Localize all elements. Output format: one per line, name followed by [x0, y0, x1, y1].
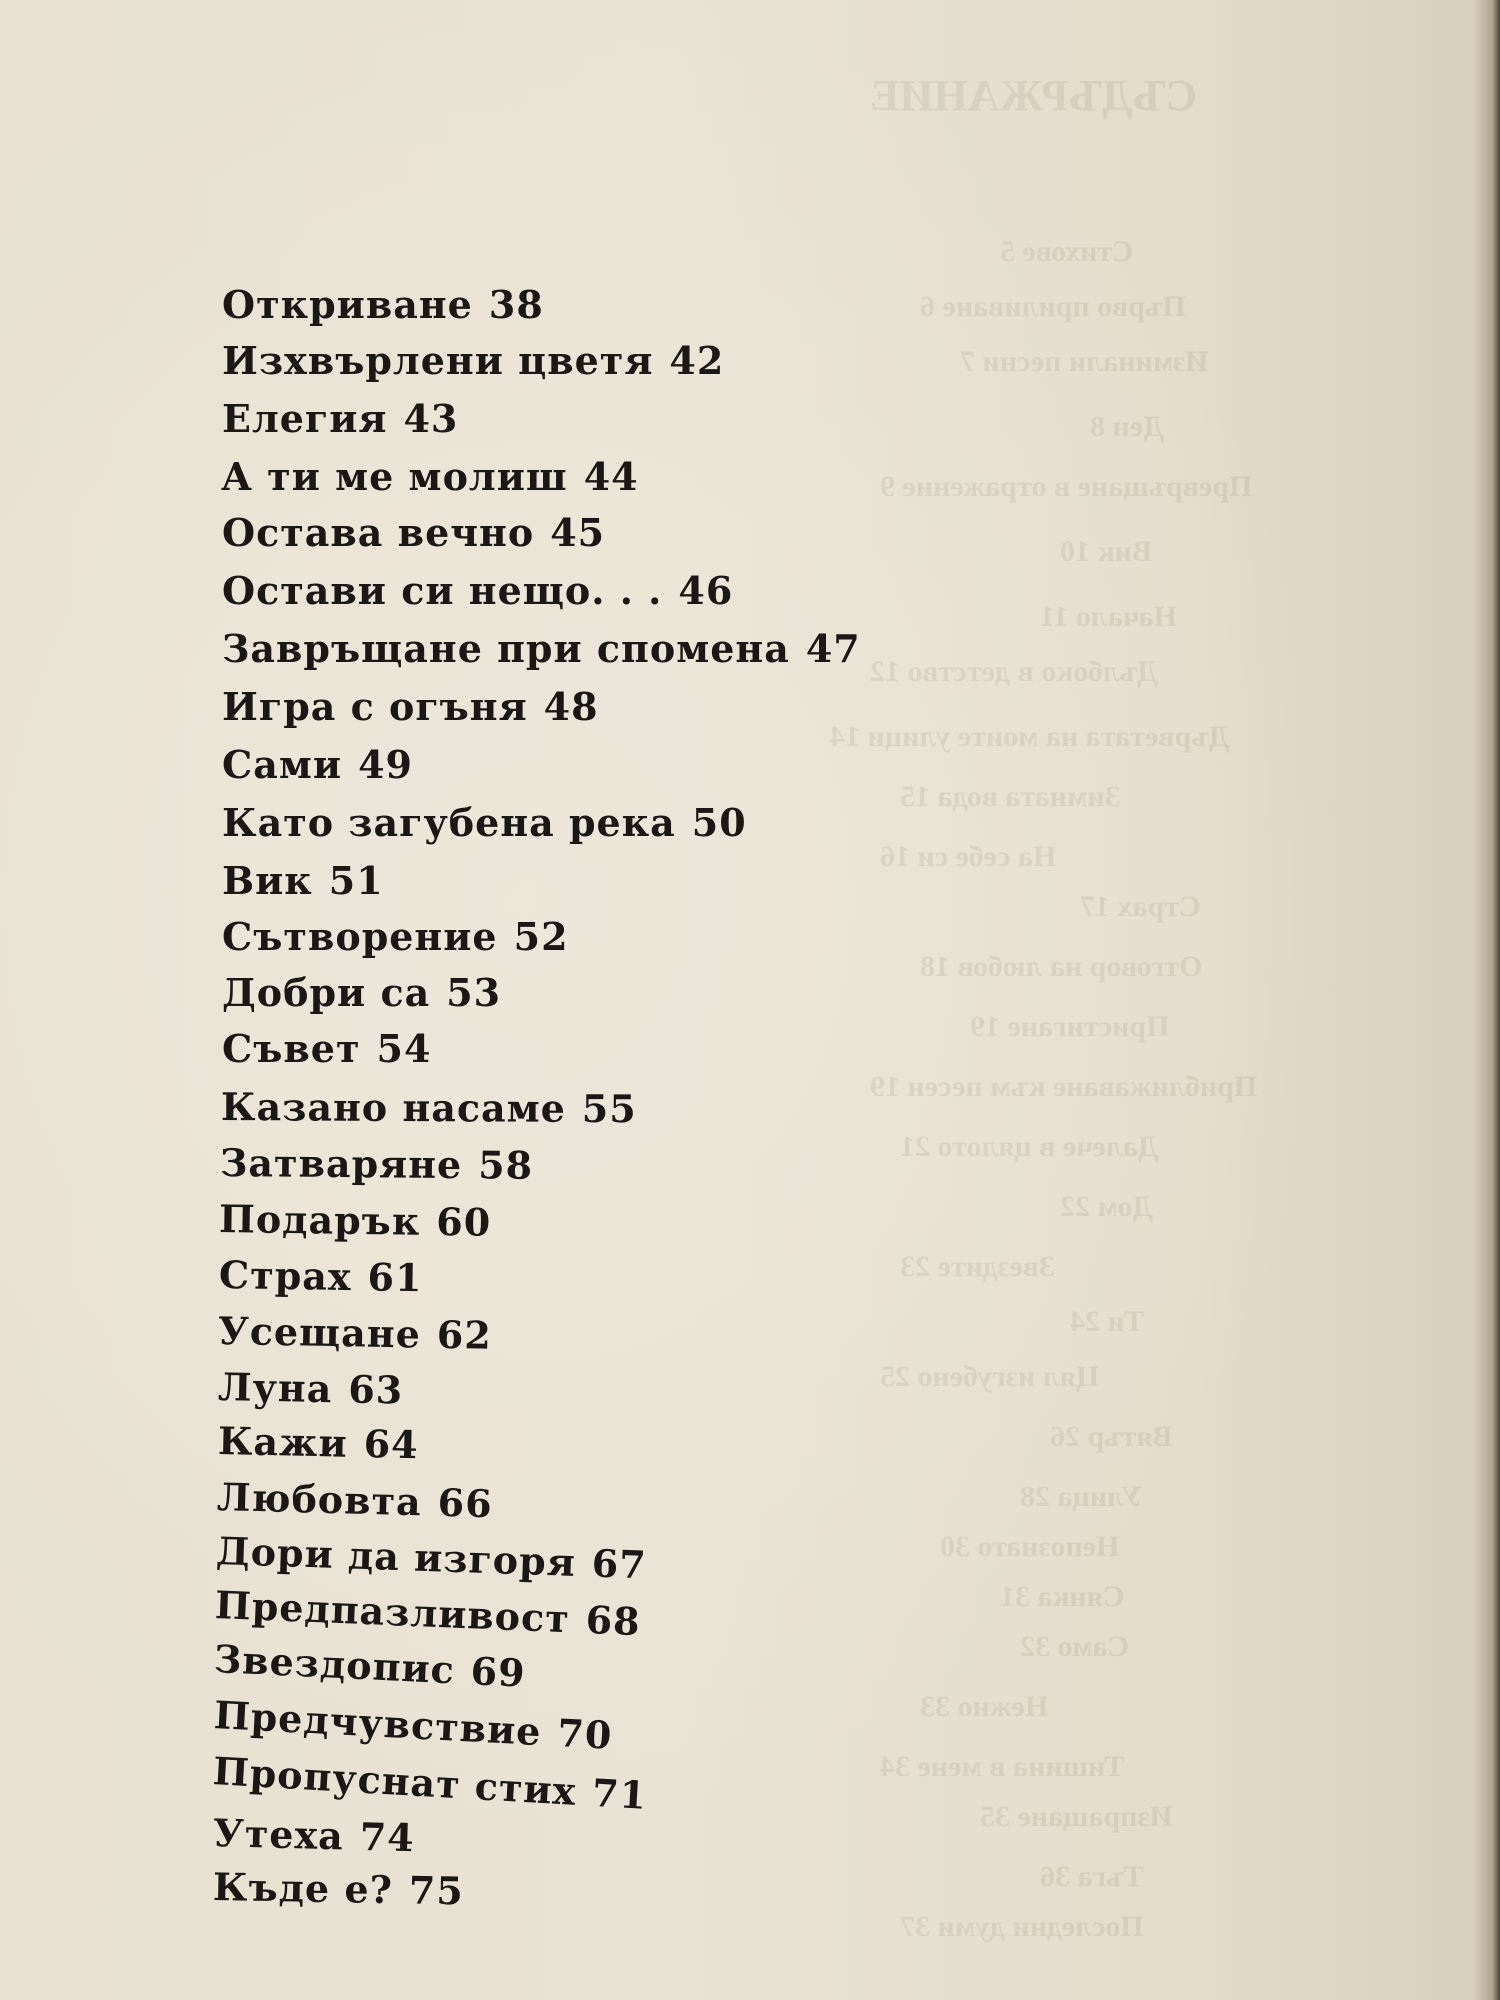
toc-entry-page-number: 66: [437, 1479, 494, 1527]
toc-entry-page-number: 55: [581, 1085, 637, 1132]
toc-entry-title: Сами: [222, 742, 343, 787]
toc-entry-title: Утеха: [212, 1810, 345, 1859]
toc-entry-page-number: 50: [691, 800, 747, 845]
toc-entry-title: Предчувствие: [212, 1692, 543, 1755]
toc-entry-title: Съвет: [222, 1026, 361, 1071]
toc-entry-title: А ти ме молиш: [221, 454, 568, 499]
toc-entry-page-number: 68: [584, 1596, 642, 1645]
toc-entry-page-number: 48: [543, 684, 599, 729]
toc-entry-title: Добри са: [222, 970, 431, 1015]
toc-entry: [215, 1528, 648, 1588]
toc-entry: [222, 858, 384, 903]
toc-entry: [217, 1308, 493, 1358]
toc-entry-title: Подарък: [218, 1196, 421, 1244]
toc-entry: [217, 1418, 420, 1468]
toc-entry: [212, 1810, 416, 1861]
toc-entry-page-number: 67: [591, 1540, 648, 1588]
toc-entry-title: Вик: [222, 858, 313, 903]
toc-entry: [222, 800, 747, 845]
toc-entry: [217, 1364, 404, 1413]
toc-entry-title: Изхвърлени цветя: [222, 338, 654, 383]
toc-entry-title: Звездопис: [212, 1636, 456, 1693]
toc-entry-page-number: 49: [358, 742, 413, 787]
toc-entry-title: Игра с огъня: [222, 684, 528, 729]
toc-entry-title: Затваряне: [219, 1140, 463, 1188]
toc-entry-page-number: 58: [478, 1142, 534, 1188]
toc-entry: [222, 684, 599, 729]
toc-entry-title: Любовта: [216, 1474, 423, 1525]
toc-entry-page-number: 54: [376, 1026, 432, 1071]
toc-entry: [222, 626, 861, 671]
toc-entry-page-number: 74: [359, 1813, 416, 1861]
toc-entry-page-number: 44: [583, 454, 639, 499]
toc-entry-page-number: 43: [403, 396, 459, 441]
toc-entry: [222, 282, 544, 327]
toc-entry-page-number: 53: [446, 970, 502, 1015]
toc-entry: [212, 1864, 465, 1914]
toc-entry-title: Кажи: [217, 1418, 349, 1466]
toc-entry: [218, 1252, 423, 1301]
toc-entry-page-number: 64: [363, 1421, 420, 1468]
toc-entry-title: Елегия: [222, 396, 388, 441]
toc-entry-title: Къде е?: [212, 1864, 394, 1913]
toc-entry-page-number: 52: [513, 914, 569, 959]
toc-entry-page-number: 38: [488, 282, 544, 327]
toc-entry-page-number: 62: [436, 1311, 493, 1358]
toc-entry-title: Откриване: [222, 282, 473, 327]
toc-entry: [214, 1582, 642, 1645]
toc-entry-page-number: 45: [550, 510, 606, 555]
toc-entry-page-number: 61: [367, 1254, 423, 1301]
toc-entry-page-number: 71: [590, 1769, 649, 1818]
toc-entry: [222, 568, 734, 613]
toc-entry-page-number: 60: [436, 1199, 492, 1245]
toc-entry: [216, 1474, 494, 1527]
toc-entry: [222, 970, 502, 1015]
toc-entry-page-number: 75: [408, 1867, 465, 1914]
toc-entry: [222, 338, 725, 383]
toc-entry-title: Предпазливост: [214, 1582, 571, 1642]
toc-entry-page-number: 70: [556, 1710, 614, 1758]
toc-entry: [212, 1692, 614, 1758]
toc-entry-title: Луна: [217, 1364, 333, 1412]
toc-entry: [222, 914, 569, 959]
toc-entry-page-number: 63: [347, 1366, 404, 1413]
toc-entry-title: Като загубена река: [222, 800, 676, 845]
toc-entry-title: Сътворение: [222, 914, 498, 959]
toc-entry-page-number: 42: [669, 338, 725, 383]
toc-entry-title: Остава вечно: [222, 510, 535, 555]
toc-entry-title: Усещане: [217, 1308, 422, 1357]
toc-entry-title: Остави си нещо. . .: [222, 568, 663, 613]
toc-entry: [220, 1084, 637, 1132]
toc-entry-page-number: 46: [678, 568, 734, 613]
toc-entry: [221, 454, 639, 499]
toc-entry: [222, 510, 606, 555]
toc-entry: [212, 1636, 527, 1696]
toc-entry: [222, 742, 413, 787]
toc-entry-title: Пропуснат стих: [211, 1748, 578, 1814]
toc-entry: [222, 396, 459, 441]
toc-entry-title: Завръщане при спомена: [222, 626, 790, 671]
toc-entry-title: Дори да изгоря: [215, 1528, 577, 1585]
page-edge-shadow: [1474, 0, 1500, 2000]
toc-entry: [222, 1026, 432, 1071]
toc-entry: [218, 1196, 492, 1245]
toc-entry-title: Казано насаме: [220, 1084, 566, 1131]
toc-entry-page-number: 51: [328, 858, 384, 903]
show-through-text: СЪДЪРЖАНИЕ Стихове 5 Първо приливане 6 Изминали песни 7 Ден 8 Превръщане в отражение 9 Вик 10 Начало 11 Дълбоко в детство 12 Дърветата на моите улици 14 Зимната вода 15 На себе си 16 Страх 17 Отговор на любов 18 Пристигане 19 Приближаване към песен 19 Далече в цялото 21 Дом 22 Звездите 23 Ти 24 Цял изгубено 25 Вятър 26 Улица 28 Непознато 30 Сянка 31 Само 32 Нежно 33 Тишина в мене 34 Изпращане 35 Тъга 36 Последни думи 37: [830, 71, 1258, 1943]
toc-entry-page-number: 47: [805, 626, 861, 671]
toc-entry-title: Страх: [218, 1252, 352, 1300]
toc-entry: [211, 1748, 649, 1818]
toc-entry-page-number: 69: [469, 1648, 527, 1696]
toc-entry: [219, 1140, 534, 1188]
